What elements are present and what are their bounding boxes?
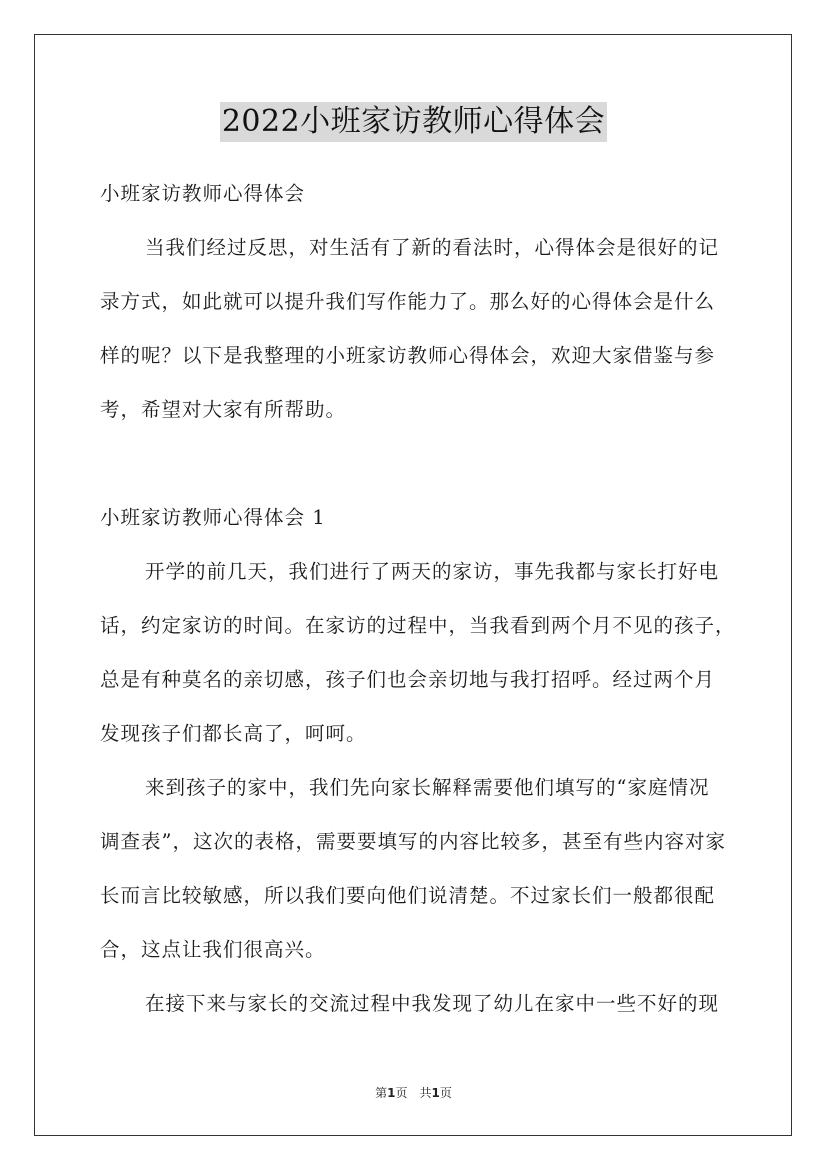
section-heading: 小班家访教师心得体会 1 [100, 506, 326, 529]
subtitle: 小班家访教师心得体会 [100, 182, 306, 205]
paragraph-line: 总是有种莫名的亲切感，孩子们也会亲切地与我打招呼。经过两个月 [100, 668, 716, 691]
footer-page-number: 1 [387, 1086, 396, 1100]
blank-line [100, 448, 728, 502]
page-footer [0, 1084, 827, 1101]
paragraph-line: 来到孩子的家中，我们先向家长解释需要他们填写的“家庭情况 [145, 776, 710, 799]
paragraph-line: 在接下来与家长的交流过程中我发现了幼儿在家中一些不好的现 [145, 992, 720, 1015]
intro-line: 当我们经过反思，对生活有了新的看法时，心得体会是很好的记 [145, 236, 720, 259]
footer-mid: 页 共 [395, 1086, 432, 1100]
document-title: 2022小班家访教师心得体会 [220, 102, 607, 142]
intro-line: 考，希望对大家有所帮助。 [100, 398, 347, 421]
footer-prefix: 第 [375, 1086, 388, 1100]
title-wrap [0, 102, 827, 142]
paragraph-line: 开学的前几天，我们进行了两天的家访，事先我都与家长打好电 [145, 560, 720, 583]
intro-line: 录方式，如此就可以提升我们写作能力了。那么好的心得体会是什么 [100, 290, 716, 313]
footer-total-pages: 1 [431, 1086, 440, 1100]
footer-suffix: 页 [439, 1086, 452, 1100]
paragraph-line: 合，这点让我们很高兴。 [100, 938, 326, 961]
paragraph-line: 发现孩子们都长高了，呵呵。 [100, 722, 367, 745]
document-body [100, 178, 736, 1042]
paragraph-line: 长而言比较敏感，所以我们要向他们说清楚。不过家长们一般都很配 [100, 884, 716, 907]
intro-line: 样的呢？以下是我整理的小班家访教师心得体会，欢迎大家借鉴与参 [100, 344, 716, 367]
paragraph-line: 调查表”，这次的表格，需要要填写的内容比较多，甚至有些内容对家 [100, 830, 726, 853]
paragraph-line: 话，约定家访的时间。在家访的过程中，当我看到两个月不见的孩子， [100, 614, 736, 637]
